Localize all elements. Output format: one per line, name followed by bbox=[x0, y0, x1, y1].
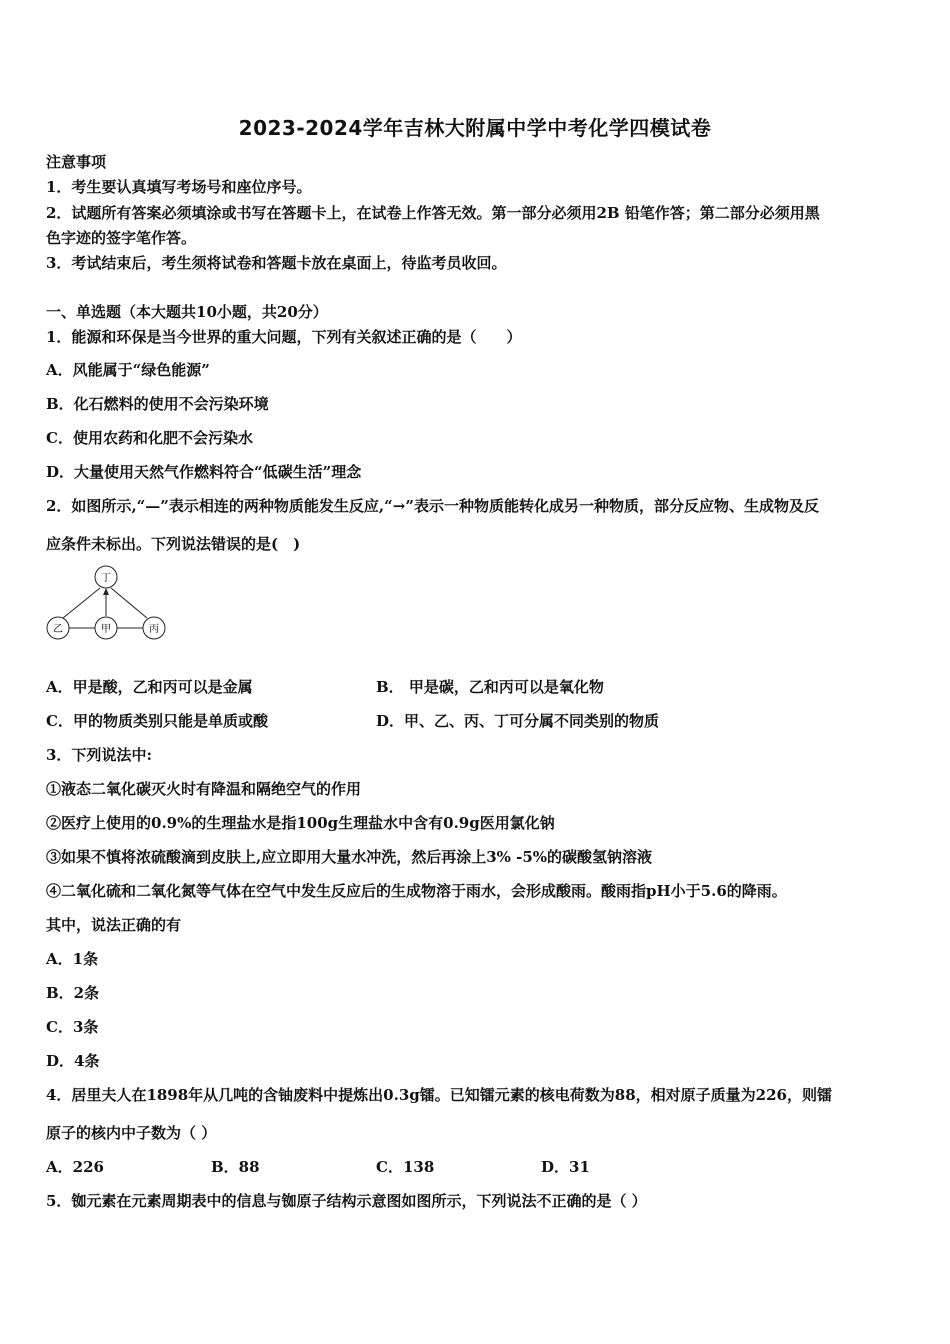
q4-option-a: A．226 bbox=[46, 1158, 104, 1176]
section-heading: 一、单选题（本大题共10小题，共20分） bbox=[46, 303, 328, 321]
q2-option-b: B． 甲是碳，乙和丙可以是氧化物 bbox=[376, 678, 604, 696]
notice-heading: 注意事项 bbox=[46, 153, 107, 171]
q4-stem-line1: 4．居里夫人在1898年从几吨的含铀废料中提炼出0.3g镭。已知镭元素的核电荷数为88，相对原子质量为226，则镭 bbox=[46, 1086, 832, 1104]
notice-item: 2．试题所有答案必须填涂或书写在答题卡上，在试卷上作答无效。第一部分必须用2B 铅笔作答；第二部分必须用黑 bbox=[46, 204, 820, 222]
label-jia: 甲 bbox=[101, 624, 111, 635]
q3-statement: ④二氧化硫和二氧化氮等气体在空气中发生反应后的生成物溶于雨水，会形成酸雨。酸雨指pH小于5.6的降雨。 bbox=[46, 882, 787, 900]
q1-option-d: D．大量使用天然气作燃料符合“低碳生活”理念 bbox=[46, 463, 362, 481]
q4-stem-line2: 原子的核内中子数为（ ） bbox=[46, 1124, 217, 1142]
q2-option-a: A．甲是酸，乙和丙可以是金属 bbox=[46, 678, 253, 696]
label-yi: 乙 bbox=[53, 624, 63, 635]
label-bing: 丙 bbox=[149, 624, 159, 635]
q2-option-c: C．甲的物质类别只能是单质或酸 bbox=[46, 712, 268, 730]
label-ding: 丁 bbox=[101, 573, 111, 584]
q3-statement: ②医疗上使用的0.9%的生理盐水是指100g生理盐水中含有0.9g医用氯化钠 bbox=[46, 814, 555, 832]
q4-option-c: C．138 bbox=[376, 1158, 435, 1176]
q3-option-a: A．1条 bbox=[46, 950, 99, 968]
q3-option-c: C．3条 bbox=[46, 1018, 99, 1036]
q5-stem: 5．铷元素在元素周期表中的信息与铷原子结构示意图如图所示，下列说法不正确的是（ ） bbox=[46, 1192, 647, 1210]
notice-item: 3．考试结束后，考生须将试卷和答题卡放在桌面上，待监考员收回。 bbox=[46, 254, 507, 272]
link-ding-bing bbox=[111, 588, 147, 618]
q2-stem-line2: 应条件未标出。下列说法错误的是( ) bbox=[46, 535, 301, 553]
link-ding-yi bbox=[63, 588, 100, 618]
q1-option-a: A．风能属于“绿色能源” bbox=[46, 361, 210, 379]
q3-question: 其中，说法正确的有 bbox=[46, 916, 182, 934]
notice-item: 色字迹的签字笔作答。 bbox=[46, 229, 197, 247]
q4-option-d: D．31 bbox=[541, 1158, 590, 1176]
reaction-diagram bbox=[40, 562, 180, 652]
arrow-head bbox=[103, 588, 109, 595]
q3-option-b: B．2条 bbox=[46, 984, 100, 1002]
q4-option-b: B．88 bbox=[211, 1158, 260, 1176]
q3-statement: ①液态二氧化碳灭火时有降温和隔绝空气的作用 bbox=[46, 780, 362, 798]
q3-stem: 3．下列说法中: bbox=[46, 746, 152, 764]
q1-option-b: B．化石燃料的使用不会污染环境 bbox=[46, 395, 269, 413]
q2-stem-line1: 2．如图所示,“—”表示相连的两种物质能发生反应,“→”表示一种物质能转化成另一种物质，部分反应物、生成物及反 bbox=[46, 497, 819, 515]
q3-option-d: D．4条 bbox=[46, 1052, 100, 1070]
q1-option-c: C．使用农药和化肥不会污染水 bbox=[46, 429, 253, 447]
q1-stem: 1．能源和环保是当今世界的重大问题，下列有关叙述正确的是（ ） bbox=[46, 328, 522, 346]
exam-title: 2023-2024学年吉林大附属中学中考化学四模试卷 bbox=[238, 116, 712, 140]
notice-item: 1．考生要认真填写考场号和座位序号。 bbox=[46, 178, 312, 196]
q2-option-d: D．甲、乙、丙、丁可分属不同类别的物质 bbox=[376, 712, 660, 730]
q3-statement: ③如果不慎将浓硫酸滴到皮肤上,应立即用大量水冲洗，然后再涂上3% -5%的碳酸氢钠溶液 bbox=[46, 848, 653, 866]
